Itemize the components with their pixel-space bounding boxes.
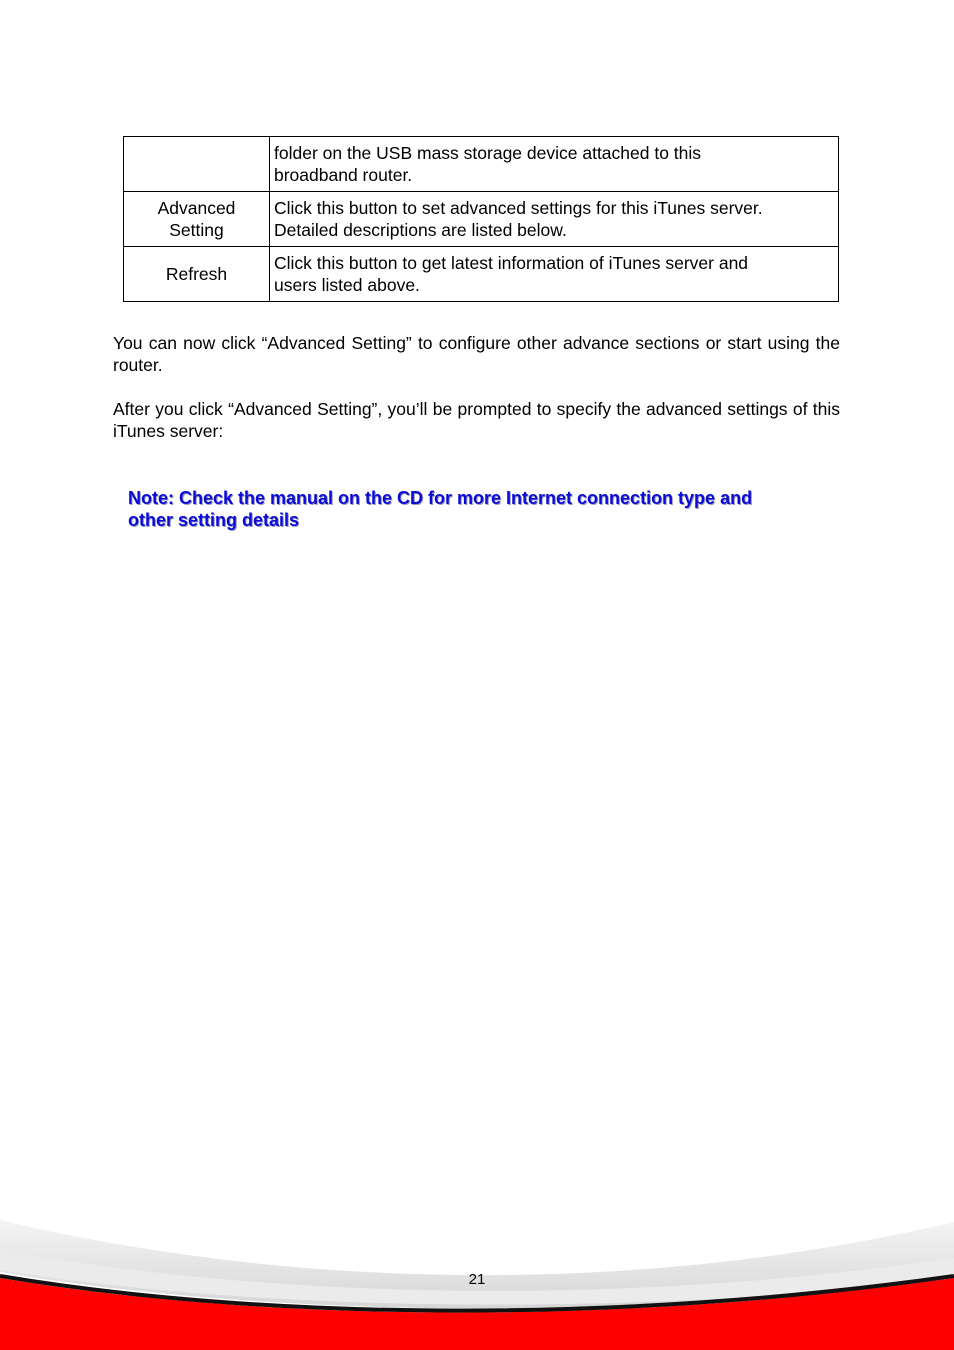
table-row xyxy=(124,137,839,192)
description-line: Detailed descriptions are listed below. xyxy=(274,220,567,240)
table-cell-description xyxy=(270,247,839,302)
description-line: users listed above. xyxy=(274,275,420,295)
description-line: Click this button to set advanced settings for this iTunes server. xyxy=(274,198,763,218)
description-line: broadband router. xyxy=(274,165,413,185)
table-cell-label xyxy=(124,192,270,247)
table-cell-label xyxy=(124,137,270,192)
table-cell-description xyxy=(270,137,839,192)
table-cell-label: Refresh xyxy=(124,247,270,302)
note-line: Note: Check the manual on the CD for more Internet connection type and xyxy=(128,488,753,508)
note-callout xyxy=(128,487,828,531)
table-row xyxy=(124,247,839,302)
body-paragraph: After you click “Advanced Setting”, you’ll be prompted to specify the advanced settings of this iTunes server: xyxy=(113,399,840,441)
page-number: 21 xyxy=(468,1271,486,1288)
label-line: Setting xyxy=(169,220,224,240)
label-line: Advanced xyxy=(157,198,236,218)
description-line: Click this button to get latest information of iTunes server and xyxy=(274,253,749,273)
note-line: other setting details xyxy=(128,510,300,530)
description-line: folder on the USB mass storage device attached to this xyxy=(274,143,702,163)
settings-description-table xyxy=(123,136,839,302)
table-cell-description xyxy=(270,192,839,247)
table-row xyxy=(124,192,839,247)
body-paragraph: You can now click “Advanced Setting” to configure other advance sections or start using the router. xyxy=(113,333,840,375)
